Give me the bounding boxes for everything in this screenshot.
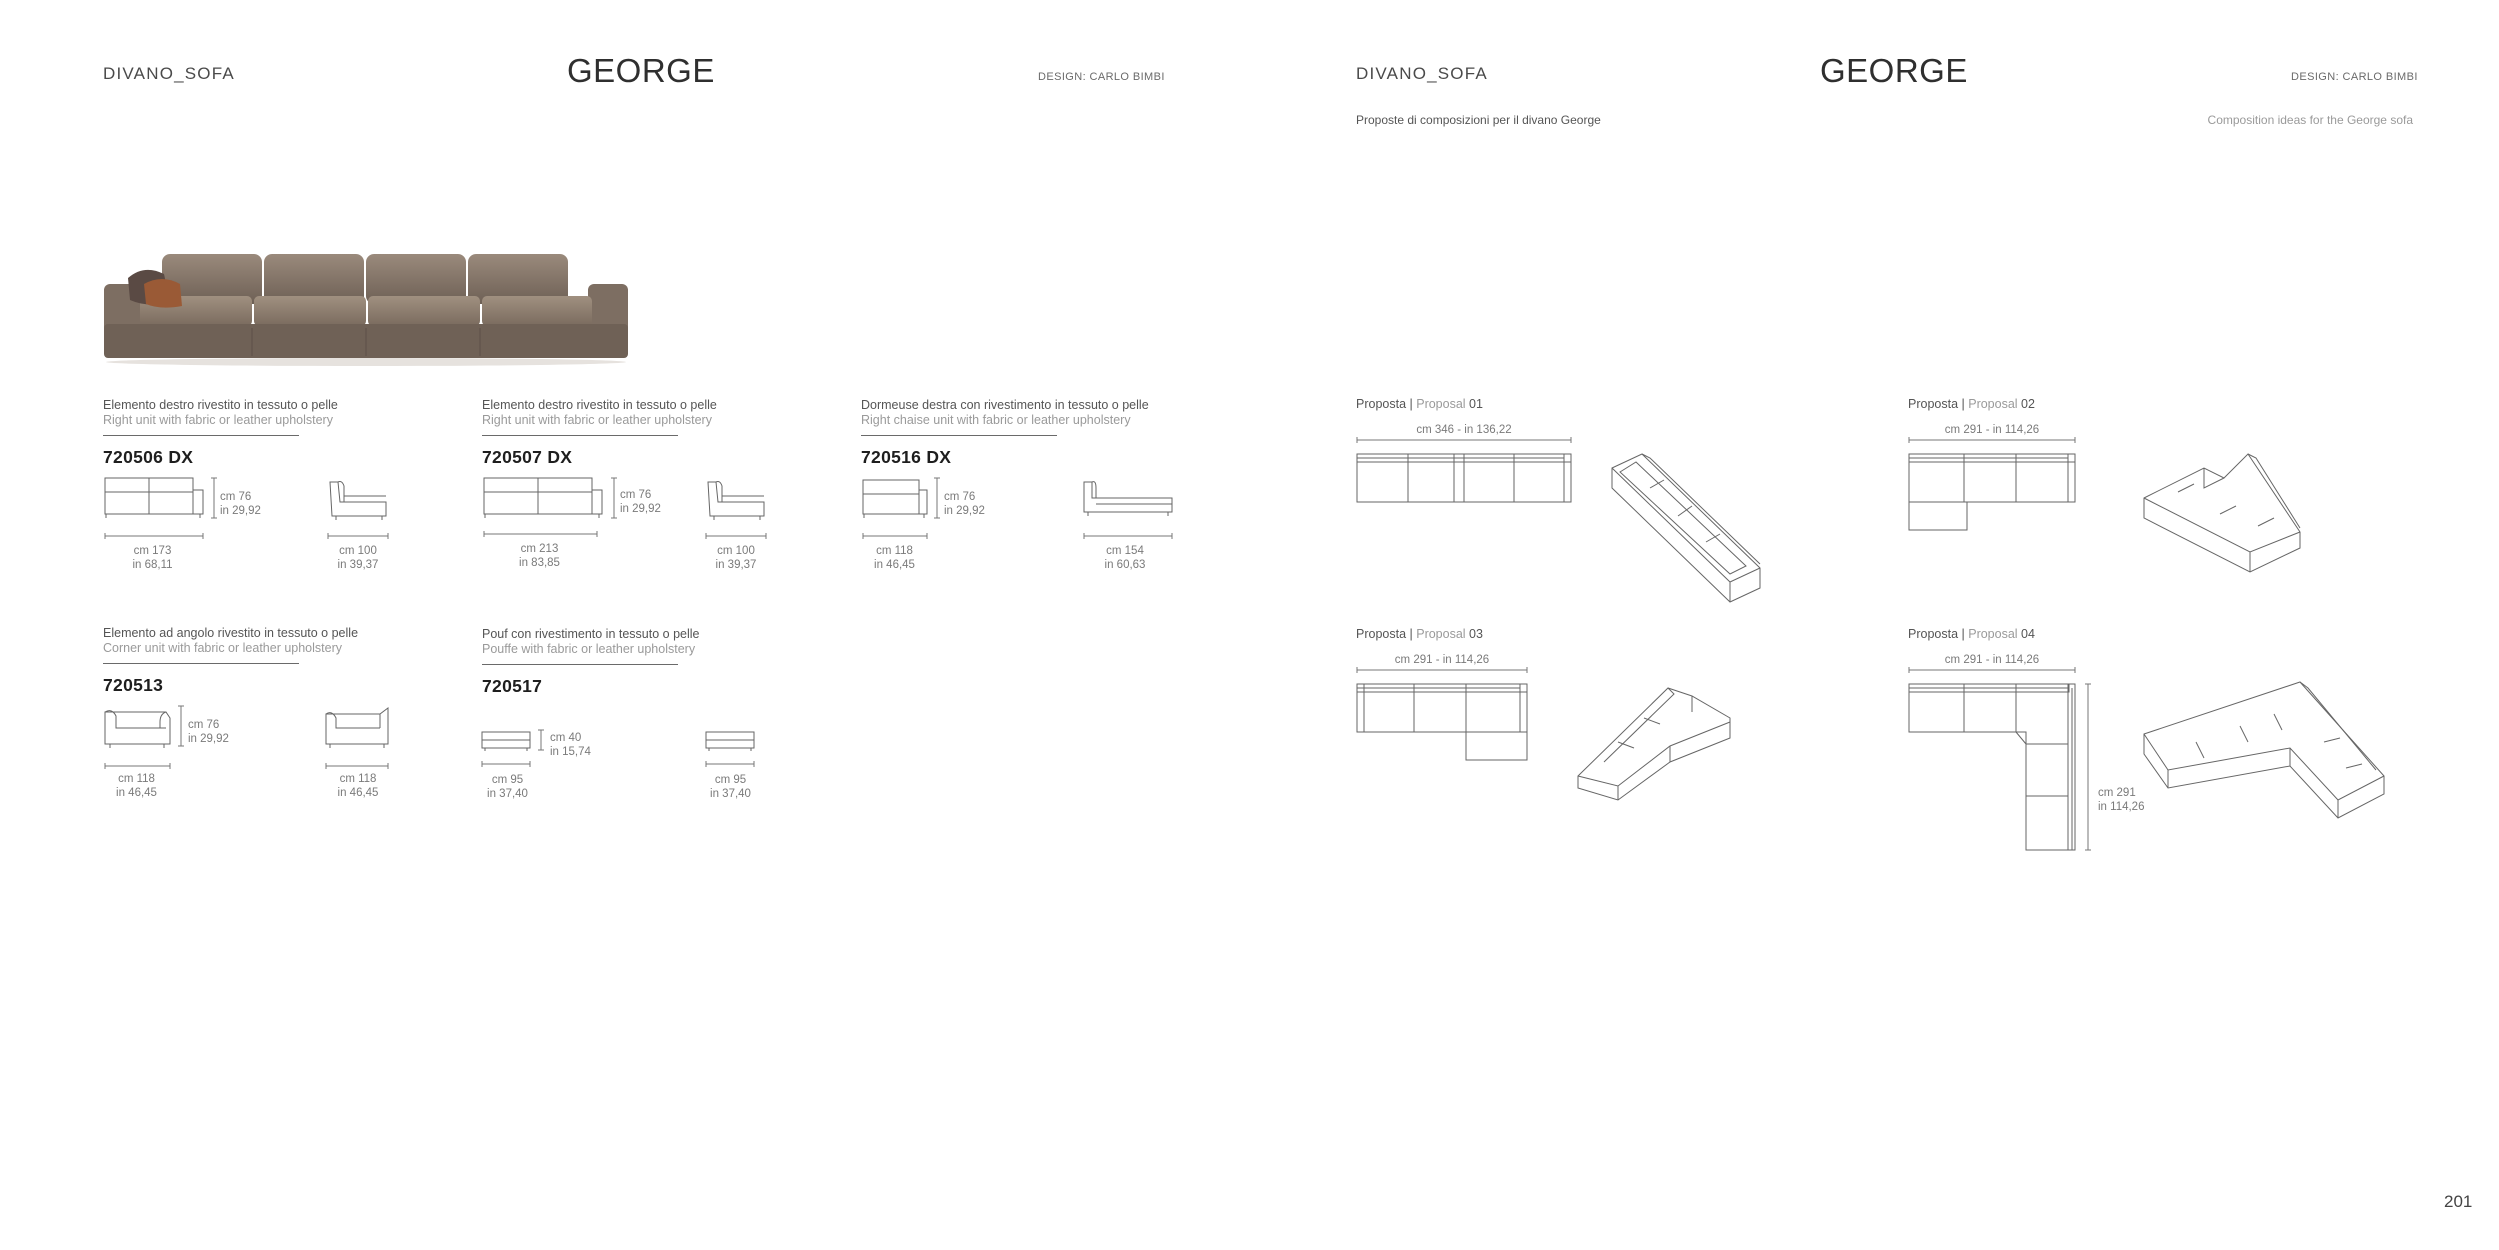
proposal-isometric-view bbox=[2140, 678, 2390, 822]
product-height: cm 76 in 29,92 bbox=[944, 491, 985, 517]
proposal-plan-view bbox=[1354, 434, 1574, 506]
product-desc-en: Pouffe with fabric or leather upholstery bbox=[482, 642, 696, 656]
product-rule bbox=[861, 435, 1057, 436]
proposal-dimension: cm 346 - in 136,22 bbox=[1416, 424, 1512, 436]
product-side-view bbox=[700, 476, 770, 546]
product-width: cm 213 in 83,85 bbox=[519, 543, 560, 569]
product-side-view bbox=[322, 704, 402, 774]
product-width: cm 173 in 68,11 bbox=[132, 545, 173, 571]
product-front-view bbox=[858, 476, 938, 546]
product-desc-en: Right unit with fabric or leather upholstery bbox=[103, 413, 333, 427]
proposal-dimension: cm 291 - in 114,26 bbox=[1944, 654, 2040, 666]
right-category: DIVANO_SOFA bbox=[1356, 64, 1488, 83]
product-depth: cm 118 in 46,45 bbox=[337, 773, 379, 799]
page-number: 201 bbox=[2444, 1192, 2473, 1211]
product-width: cm 95 in 37,40 bbox=[487, 774, 528, 800]
proposal-label: Proposta | Proposal 01 bbox=[1356, 397, 1483, 411]
product-desc-it: Elemento destro rivestito in tessuto o pelle bbox=[103, 398, 338, 412]
proposal-plan-view bbox=[1906, 664, 2092, 858]
product-depth: cm 100 in 39,37 bbox=[715, 545, 757, 571]
product-desc-en: Corner unit with fabric or leather upholstery bbox=[103, 641, 343, 655]
product-code: 720516 DX bbox=[861, 447, 952, 467]
product-side-view bbox=[1080, 476, 1180, 546]
proposal-dimension: cm 291 - in 114,26 bbox=[1394, 654, 1490, 666]
product-rule bbox=[482, 664, 678, 665]
product-side-view bbox=[703, 728, 763, 768]
proposal-side-dimension: cm 291 in 114,26 bbox=[2098, 787, 2145, 813]
proposal-isometric-view bbox=[1606, 448, 1776, 613]
sofa-photo bbox=[100, 244, 640, 369]
proposal-plan-view bbox=[1906, 434, 2078, 534]
product-depth: cm 154 in 60,63 bbox=[1104, 545, 1146, 571]
proposal-label: Proposta | Proposal 03 bbox=[1356, 627, 1483, 641]
product-depth: cm 95 in 37,40 bbox=[710, 774, 751, 800]
product-desc-it: Pouf con rivestimento in tessuto o pelle bbox=[482, 627, 700, 641]
proposal-dimension: cm 291 - in 114,26 bbox=[1944, 424, 2040, 436]
product-front-view bbox=[100, 476, 220, 546]
product-desc-it: Elemento destro rivestito in tessuto o pelle bbox=[482, 398, 717, 412]
proposal-plan-view bbox=[1354, 664, 1530, 764]
product-height: cm 76 in 29,92 bbox=[220, 491, 261, 517]
product-side-view bbox=[322, 476, 392, 546]
right-designer: DESIGN: CARLO BIMBI bbox=[2291, 71, 2418, 83]
product-rule bbox=[482, 435, 678, 436]
right-subtitle-en: Composition ideas for the George sofa bbox=[2207, 113, 2413, 127]
proposal-label: Proposta | Proposal 02 bbox=[1908, 397, 2035, 411]
product-code: 720507 DX bbox=[482, 447, 573, 467]
left-designer: DESIGN: CARLO BIMBI bbox=[1038, 71, 1165, 83]
product-desc-en: Right chaise unit with fabric or leather upholstery bbox=[861, 413, 1131, 427]
product-width: cm 118 in 46,45 bbox=[874, 545, 915, 571]
product-code: 720517 bbox=[482, 676, 543, 696]
product-desc-en: Right unit with fabric or leather upholstery bbox=[482, 413, 712, 427]
product-code: 720506 DX bbox=[103, 447, 194, 467]
proposal-isometric-view bbox=[2140, 448, 2310, 588]
product-height: cm 76 in 29,92 bbox=[620, 489, 661, 515]
product-front-view bbox=[479, 476, 619, 546]
product-height: cm 40 in 15,74 bbox=[550, 732, 591, 758]
product-front-view bbox=[100, 704, 180, 774]
product-rule bbox=[103, 435, 299, 436]
product-rule bbox=[103, 663, 299, 664]
product-code: 720513 bbox=[103, 675, 164, 695]
product-depth: cm 100 in 39,37 bbox=[337, 545, 379, 571]
left-page-title: GEORGE bbox=[567, 52, 715, 89]
product-desc-it: Elemento ad angolo rivestito in tessuto o pelle bbox=[103, 626, 359, 640]
left-category: DIVANO_SOFA bbox=[103, 64, 235, 83]
right-subtitle-it: Proposte di composizioni per il divano George bbox=[1356, 113, 1601, 127]
proposal-label: Proposta | Proposal 04 bbox=[1908, 627, 2035, 641]
product-width: cm 118 in 46,45 bbox=[116, 773, 157, 799]
product-height: cm 76 in 29,92 bbox=[188, 719, 229, 745]
right-page-title: GEORGE bbox=[1820, 52, 1968, 89]
proposal-isometric-view bbox=[1574, 682, 1736, 806]
product-front-view bbox=[479, 728, 539, 768]
product-desc-it: Dormeuse destra con rivestimento in tessuto o pelle bbox=[861, 398, 1149, 412]
product-height-marker bbox=[535, 726, 551, 756]
